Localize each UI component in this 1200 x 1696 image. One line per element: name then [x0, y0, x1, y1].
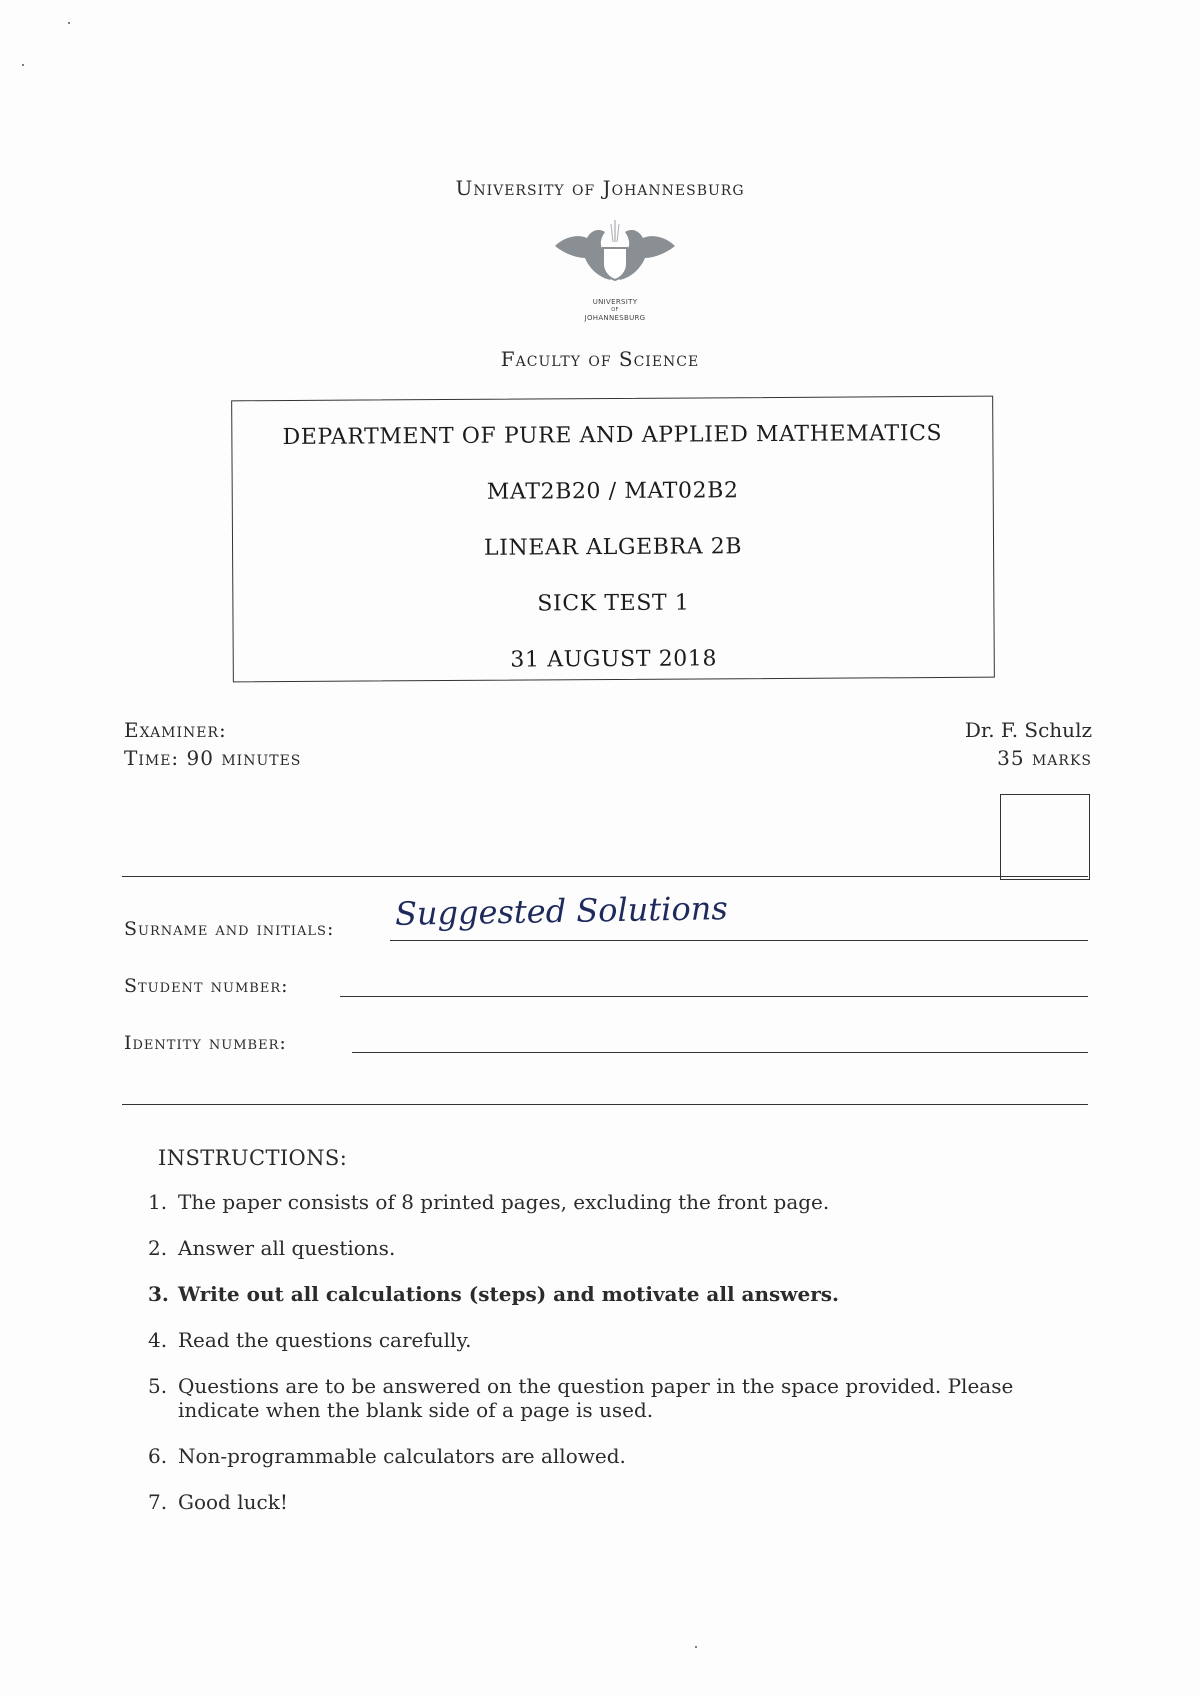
logo-caption-mid: OF: [611, 307, 619, 313]
instruction-number: 3.: [148, 1282, 169, 1306]
instruction-item: [148, 1490, 1088, 1514]
examiner-info-left: [124, 716, 301, 772]
examiner-info-right: [965, 716, 1092, 772]
identity-number-label: Identity number:: [124, 1032, 287, 1054]
identity-number-field-line[interactable]: [352, 1052, 1088, 1053]
instruction-number: 2.: [148, 1236, 168, 1260]
instruction-number: 1.: [148, 1190, 168, 1214]
uj-crest-icon: [545, 218, 685, 298]
department-title: DEPARTMENT OF PURE AND APPLIED MATHEMATICS: [282, 420, 943, 451]
instructions-list: [148, 1190, 1088, 1536]
scan-speck: [22, 64, 24, 66]
instruction-item: [148, 1190, 1088, 1214]
instruction-item: [148, 1444, 1088, 1468]
instructions-title: INSTRUCTIONS:: [158, 1146, 348, 1170]
surname-handwritten-value[interactable]: Suggested Solutions: [394, 889, 729, 933]
instruction-text: Good luck!: [178, 1490, 288, 1514]
instruction-item: [148, 1282, 1088, 1306]
marks-label: 35 marks: [997, 746, 1092, 770]
faculty-name: Faculty of Science: [500, 347, 700, 371]
instruction-text: Write out all calculations (steps) and motivate all answers.: [178, 1282, 839, 1306]
student-number-label: Student number:: [124, 975, 289, 997]
instruction-number: 7.: [148, 1490, 168, 1514]
marks-entry-box[interactable]: [1000, 794, 1090, 880]
assessment-name: SICK TEST 1: [537, 590, 690, 617]
examiner-label: Examiner:: [124, 718, 227, 742]
instruction-text: Non-programmable calculators are allowed.: [178, 1444, 626, 1468]
separator-line: [122, 1104, 1088, 1105]
logo-caption-top: UNIVERSITY: [592, 298, 638, 306]
university-logo: [545, 218, 685, 328]
instruction-text: Answer all questions.: [178, 1236, 396, 1260]
exam-date: 31 AUGUST 2018: [510, 646, 718, 673]
surname-field-line[interactable]: [390, 940, 1088, 941]
university-name: University of Johannesburg: [455, 176, 745, 200]
scan-speck: [68, 22, 70, 24]
instruction-text: The paper consists of 8 printed pages, excluding the front page.: [178, 1190, 830, 1214]
instruction-number: 4.: [148, 1328, 168, 1352]
instruction-text: Questions are to be answered on the question paper in the space provided. Please indicate when the blank side of a page is used.: [178, 1374, 1014, 1422]
instruction-item: [148, 1374, 1088, 1422]
logo-caption-bottom: JOHANNESBURG: [584, 314, 646, 322]
student-number-field-line[interactable]: [340, 996, 1088, 997]
instruction-item: [148, 1236, 1088, 1260]
separator-line: [122, 876, 1088, 877]
exam-title-box: [231, 396, 995, 683]
module-codes: MAT2B20 / MAT02B2: [486, 478, 739, 505]
instruction-text: Read the questions carefully.: [178, 1328, 472, 1352]
instruction-item: [148, 1328, 1088, 1352]
examiner-name: Dr. F. Schulz: [964, 718, 1092, 742]
surname-label: Surname and initials:: [124, 918, 335, 940]
instruction-number: 5.: [148, 1374, 168, 1398]
time-label: Time: 90 minutes: [124, 746, 302, 770]
scan-speck: [695, 1646, 697, 1648]
module-name: LINEAR ALGEBRA 2B: [483, 534, 743, 561]
instruction-number: 6.: [148, 1444, 168, 1468]
